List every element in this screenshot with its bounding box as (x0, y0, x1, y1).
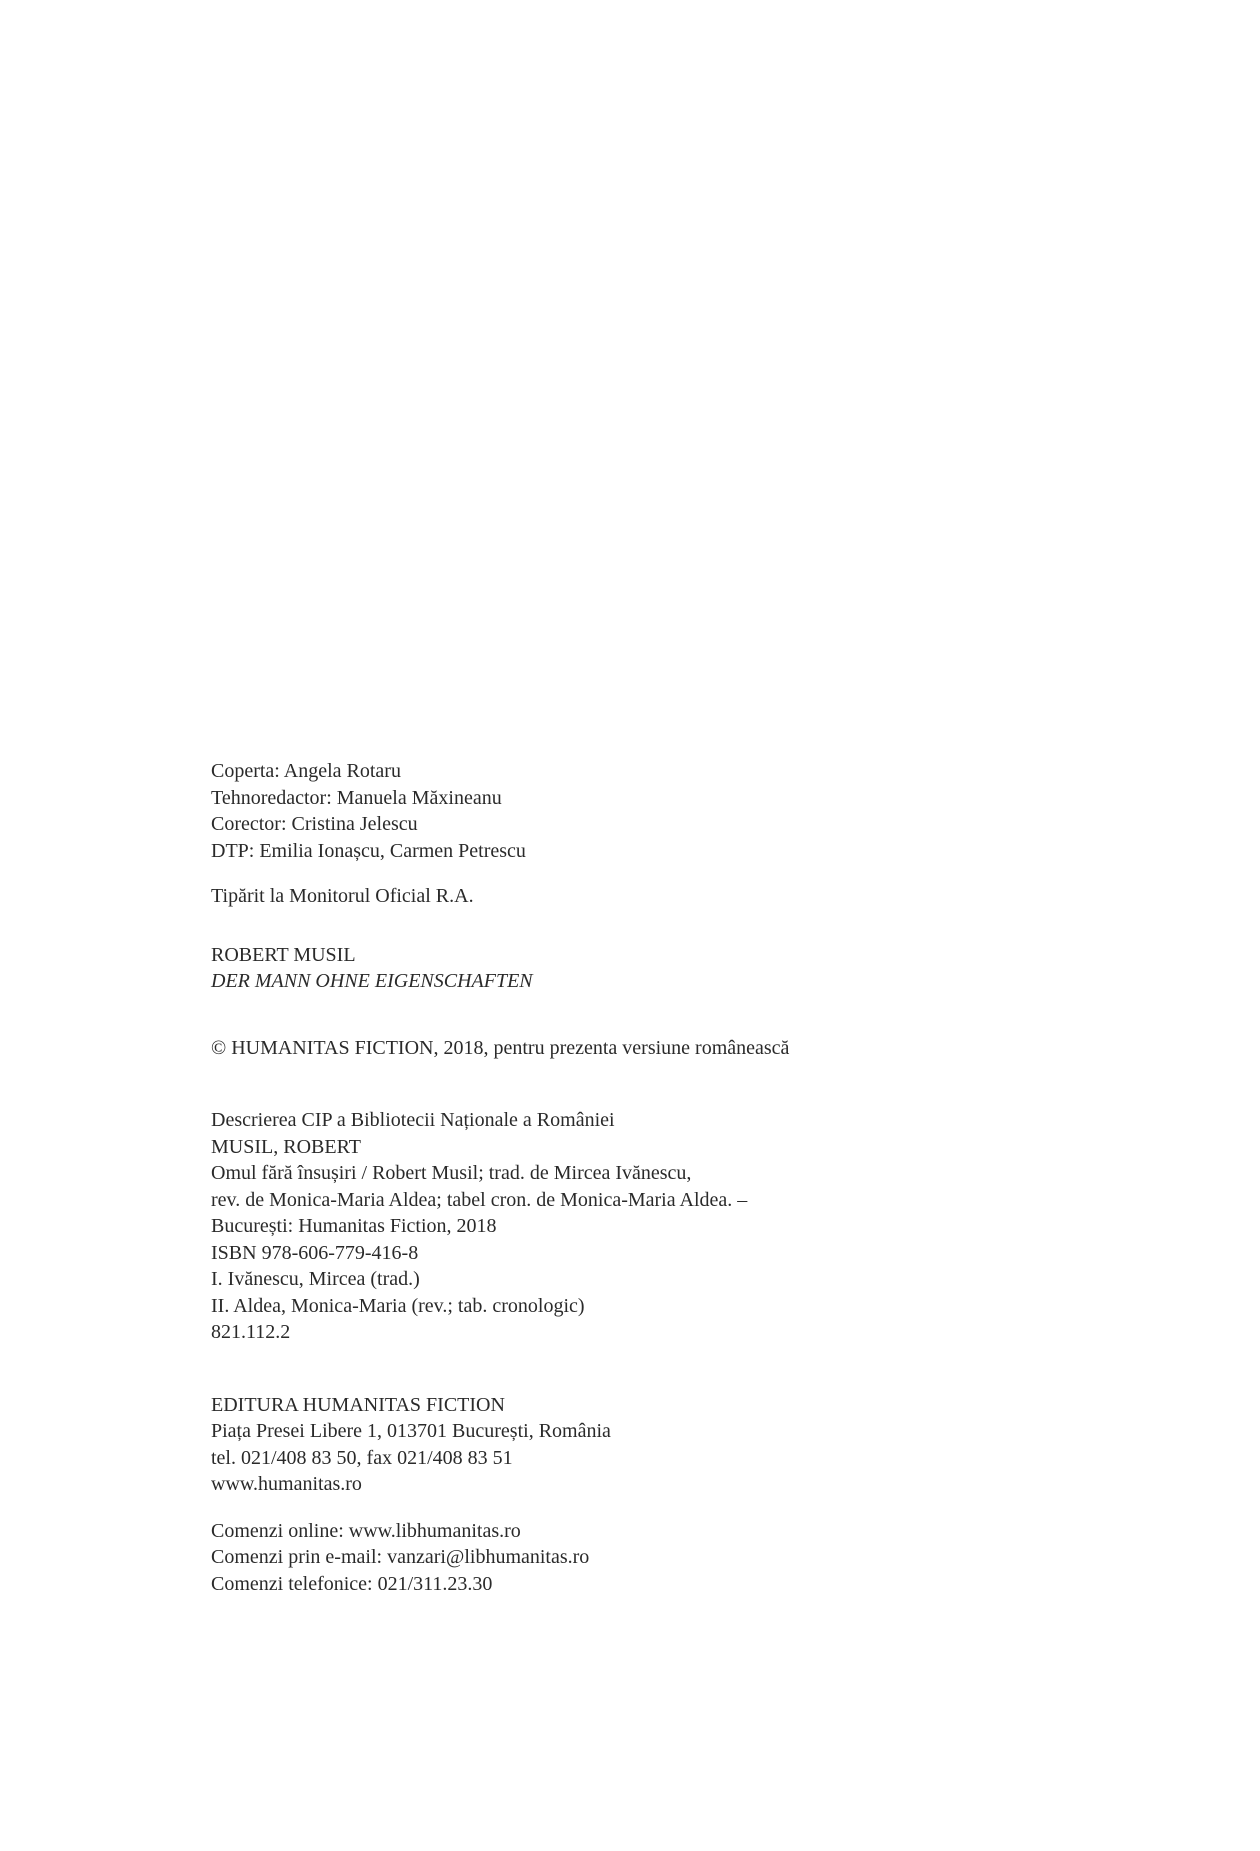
technical-editor-credit: Tehnoredactor: Manuela Măxineanu (211, 786, 502, 809)
cip-block (211, 1107, 1191, 1346)
cip-line: Omul fără însușiri / Robert Musil; trad. de Mircea Ivănescu, (211, 1162, 692, 1184)
original-author: ROBERT MUSIL (211, 943, 356, 966)
original-title: DER MANN OHNE EIGENSCHAFTEN (211, 970, 533, 992)
orders-email: Comenzi prin e-mail: vanzari@libhumanitas.ro (211, 1546, 590, 1568)
printer-block (211, 883, 1191, 910)
cip-classification: 821.112.2 (211, 1321, 291, 1343)
printer-line: Tipărit la Monitorul Oficial R.A. (211, 885, 474, 907)
publisher-website: www.humanitas.ro (211, 1473, 362, 1495)
publisher-address: Piața Presei Libere 1, 013701 București, România (211, 1420, 611, 1442)
copyright-line: © HUMANITAS FICTION, 2018, pentru prezenta versiune românească (211, 1036, 790, 1059)
dtp-credit: DTP: Emilia Ionașcu, Carmen Petrescu (211, 839, 526, 862)
orders-phone: Comenzi telefonice: 021/311.23.30 (211, 1572, 493, 1595)
proofreader-credit: Corector: Cristina Jelescu (211, 813, 418, 835)
publisher-phone: tel. 021/408 83 50, fax 021/408 83 51 (211, 1446, 513, 1469)
original-edition-block (211, 942, 1191, 995)
copyright-block (211, 1035, 1191, 1062)
credits-block (211, 758, 1191, 864)
cip-author: MUSIL, ROBERT (211, 1135, 361, 1158)
cip-line: I. Ivănescu, Mircea (trad.) (211, 1268, 420, 1290)
cover-credit: Coperta: Angela Rotaru (211, 760, 401, 782)
cip-heading: Descrierea CIP a Bibliotecii Naționale a României (211, 1109, 615, 1131)
cip-line: București: Humanitas Fiction, 2018 (211, 1215, 497, 1237)
orders-block (211, 1518, 1191, 1598)
orders-online: Comenzi online: www.libhumanitas.ro (211, 1519, 521, 1542)
cip-line: II. Aldea, Monica-Maria (rev.; tab. cronologic) (211, 1294, 585, 1317)
cip-isbn: ISBN 978-606-779-416-8 (211, 1241, 419, 1264)
publisher-block (211, 1392, 1191, 1498)
colophon (211, 758, 1191, 1597)
publisher-name: EDITURA HUMANITAS FICTION (211, 1393, 505, 1416)
cip-line: rev. de Monica-Maria Aldea; tabel cron. de Monica-Maria Aldea. – (211, 1188, 748, 1211)
